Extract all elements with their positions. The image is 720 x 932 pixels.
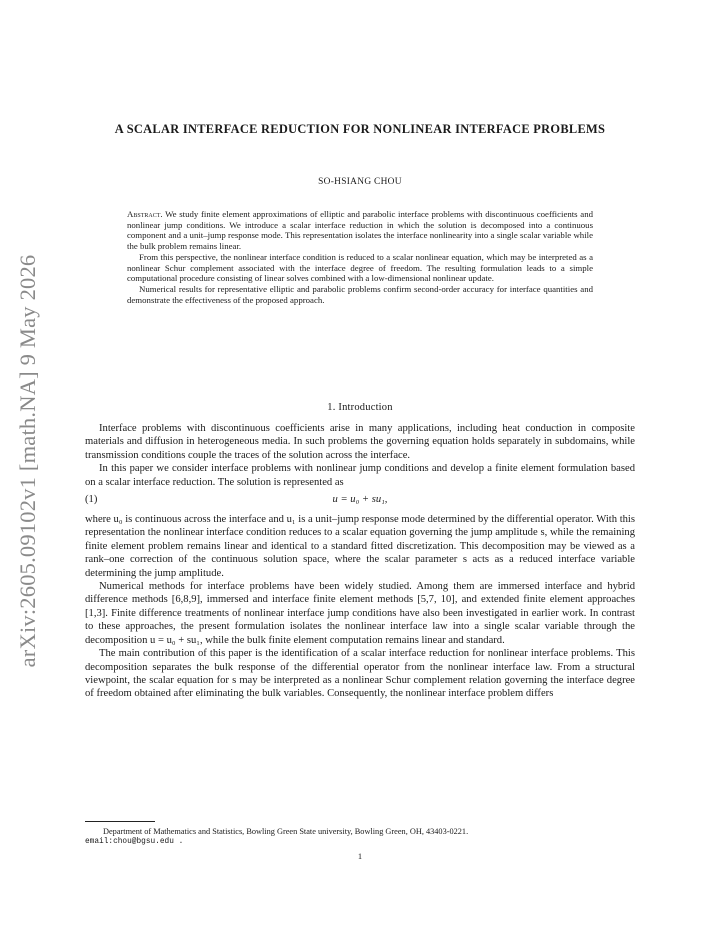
- arxiv-stamp-text: arXiv:2605.09102v1 [math.NA] 9 May 2026: [15, 254, 40, 668]
- footnote: [85, 826, 635, 848]
- body-paragraph-2: In this paper we consider interface problems with nonlinear jump conditions and develop a finite element formulation based on a scalar interface reduction. The solution is represented as: [85, 463, 635, 488]
- abstract-text-1: We study finite element approximations of elliptic and parabolic interface problems with discontinuous coefficients and nonlinear jump conditions. We introduce a scalar interface reduction in which the solution is decomposed into a continuous component and a unit–jump response mode. This representation isolates the interface nonlinearity into a single scalar variable while the bulk problem remains linear.: [127, 209, 593, 252]
- body-paragraph-3: where u₀ is continuous across the interface and u₁ is a unit–jump response mode determined by the differential operator. With this representation the nonlinear interface condition reduces to a scalar equation governing the jump amplitude s, while the remaining finite element problem remains linear and identical to a standard fitted discretization. This decomposition may be viewed as a rank–one correction of the continuous solution space, where the scalar parameter s acts as a reduced interface variable determining the jump amplitude.: [85, 514, 635, 579]
- body-paragraph-5: The main contribution of this paper is the identification of a scalar interface reduction for nonlinear interface problems. This decomposition separates the bulk response of the differential operator from the nonlinear interface law. From a structural viewpoint, the scalar equation for s may be interpreted as a nonlinear Schur complement relation governing the interface degree of freedom obtained after eliminating the bulk variables. Consequently, the nonlinear interface problem differs: [85, 648, 635, 700]
- footnote-email: email:chou@bgsu.edu .: [85, 838, 184, 846]
- section-heading-introduction: 1. Introduction: [327, 402, 393, 413]
- abstract-paragraph-1: [127, 209, 593, 252]
- arxiv-identifier-stamp: [8, 246, 48, 676]
- body-paragraph-1: Interface problems with discontinuous coefficients arise in many applications, including heat conduction in composite materials and diffusion in heterogeneous media. In such problems the governing equation holds separately in subdomains, while transmission conditions couple the traces of the solution across the interface.: [85, 423, 635, 461]
- equation-number: (1): [85, 494, 98, 506]
- body-paragraph-4: Numerical methods for interface problems have been widely studied. Among them are immersed interface and hybrid difference methods [6,8,9], immersed and interface finite element methods [5,7, 10], and extended finite element approaches [1,3]. Finite difference treatments of nonlinear interface jump conditions have also been investigated in earlier work. In contrast to these approaches, the present formulation isolates the nonlinear interface law into a single scalar variable through the decomposition u = u₀ + su₁, while the bulk finite element computation remains linear and standard.: [85, 581, 635, 646]
- abstract-paragraph-2: From this perspective, the nonlinear interface condition is reduced to a scalar nonlinear equation, which may be interpreted as a nonlinear Schur complement associated with the interface degree of freedom. The resulting formulation leads to a simple computational procedure consisting of linear solves combined with a low-dimensional nonlinear update.: [127, 251, 593, 284]
- page-number: 1: [357, 851, 363, 861]
- paper-title: A SCALAR INTERFACE REDUCTION FOR NONLINEAR INTERFACE PROBLEMS: [114, 122, 606, 136]
- footnote-affiliation: Department of Mathematics and Statistics, Bowling Green State university, Bowling Green, OH, 43403-0221.: [103, 827, 469, 836]
- abstract-paragraph-3: Numerical results for representative elliptic and parabolic problems confirm second-order accuracy for interface quantities and demonstrate the effectiveness of the proposed approach.: [127, 283, 593, 305]
- abstract-label: Abstract.: [127, 209, 163, 219]
- introduction-body: [85, 422, 635, 701]
- equation-1: [85, 489, 635, 513]
- paper-author: SO-HSIANG CHOU: [318, 177, 402, 187]
- footnote-rule: [85, 821, 155, 822]
- abstract: [127, 209, 593, 305]
- equation-expression: u = u₀ + su₁,: [332, 494, 388, 506]
